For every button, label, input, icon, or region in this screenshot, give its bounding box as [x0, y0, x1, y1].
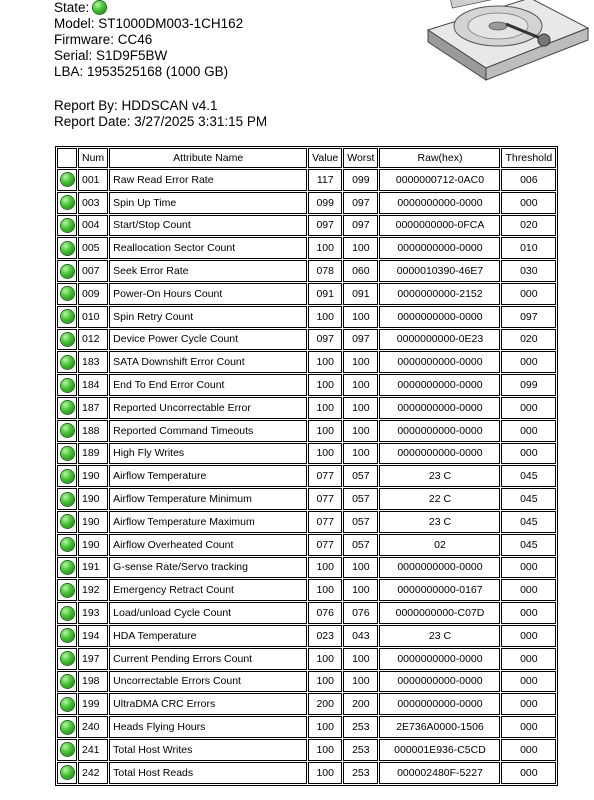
attr-threshold: 010	[501, 237, 556, 259]
green-circle-icon	[61, 584, 74, 597]
attr-raw: 02	[379, 534, 500, 556]
lba-line: LBA: 1953525168 (1000 GB)	[54, 64, 229, 79]
attr-raw: 0000000712-0AC0	[379, 169, 500, 191]
attr-name: Heads Flying Hours	[109, 716, 307, 738]
attr-raw: 23 C	[379, 625, 500, 647]
attr-name: Load/unload Cycle Count	[109, 602, 307, 624]
table-row	[57, 762, 556, 784]
attr-value: 100	[308, 306, 342, 328]
green-circle-icon	[61, 310, 74, 323]
drive-info	[54, 0, 243, 80]
state-line	[54, 0, 243, 16]
status-cell	[57, 169, 77, 191]
green-circle-icon	[61, 242, 74, 255]
attr-num: 197	[78, 648, 108, 670]
attr-value: 076	[308, 602, 342, 624]
attr-raw: 000002480F-5227	[379, 762, 500, 784]
attr-worst: 060	[343, 260, 378, 282]
table-row	[57, 260, 556, 282]
attr-num: 190	[78, 465, 108, 487]
table-row	[57, 329, 556, 351]
attr-worst: 100	[343, 374, 378, 396]
green-circle-icon	[61, 515, 74, 528]
attr-worst: 043	[343, 625, 378, 647]
attr-name: Seek Error Rate	[109, 260, 307, 282]
green-circle-icon	[61, 675, 74, 688]
attr-name: Total Host Reads	[109, 762, 307, 784]
table-row	[57, 511, 556, 533]
attr-value: 077	[308, 465, 342, 487]
table-row	[57, 579, 556, 601]
attr-threshold: 000	[501, 397, 556, 419]
attr-num: 005	[78, 237, 108, 259]
attr-name: Airflow Temperature Minimum	[109, 488, 307, 510]
attr-worst: 057	[343, 511, 378, 533]
attr-worst: 097	[343, 192, 378, 214]
table-row	[57, 739, 556, 761]
attr-threshold: 000	[501, 192, 556, 214]
table-row	[57, 488, 556, 510]
status-cell	[57, 443, 77, 465]
status-cell	[57, 762, 77, 784]
green-circle-icon	[61, 561, 74, 574]
attr-name: HDA Temperature	[109, 625, 307, 647]
attr-num: 240	[78, 716, 108, 738]
status-cell	[57, 488, 77, 510]
attr-value: 100	[308, 351, 342, 373]
attr-value: 077	[308, 534, 342, 556]
attr-value: 078	[308, 260, 342, 282]
attr-name: Spin Up Time	[109, 192, 307, 214]
attr-worst: 100	[343, 443, 378, 465]
status-cell	[57, 397, 77, 419]
report-date: Report Date: 3/27/2025 3:31:15 PM	[54, 114, 268, 129]
attr-threshold: 020	[501, 215, 556, 237]
attr-threshold: 000	[501, 625, 556, 647]
status-cell	[57, 693, 77, 715]
attr-threshold: 000	[501, 351, 556, 373]
report-info	[54, 98, 267, 130]
attr-num: 001	[78, 169, 108, 191]
status-cell	[57, 716, 77, 738]
hard-drive-icon	[428, 0, 588, 80]
table-row	[57, 351, 556, 373]
status-cell	[57, 374, 77, 396]
status-cell	[57, 557, 77, 579]
attr-num: 192	[78, 579, 108, 601]
attr-num: 009	[78, 283, 108, 305]
attr-threshold: 099	[501, 374, 556, 396]
attr-value: 100	[308, 739, 342, 761]
attr-threshold: 020	[501, 329, 556, 351]
attr-value: 200	[308, 693, 342, 715]
header-raw: Raw(hex)	[379, 148, 500, 168]
green-circle-icon	[61, 401, 74, 414]
status-cell	[57, 534, 77, 556]
attr-worst: 100	[343, 648, 378, 670]
green-circle-icon	[61, 629, 74, 642]
smart-attributes-table	[55, 146, 558, 786]
attr-num: 184	[78, 374, 108, 396]
green-circle-icon	[61, 721, 74, 734]
attr-name: Spin Retry Count	[109, 306, 307, 328]
attr-raw: 0000000000-0000	[379, 693, 500, 715]
attr-name: Reported Uncorrectable Error	[109, 397, 307, 419]
status-cell	[57, 648, 77, 670]
attr-name: G-sense Rate/Servo tracking	[109, 557, 307, 579]
attr-threshold: 000	[501, 420, 556, 442]
green-circle-icon	[61, 493, 74, 506]
status-cell	[57, 215, 77, 237]
table-row	[57, 534, 556, 556]
attr-num: 241	[78, 739, 108, 761]
attr-num: 189	[78, 443, 108, 465]
attr-raw: 0000000000-0000	[379, 374, 500, 396]
attr-value: 023	[308, 625, 342, 647]
attr-value: 100	[308, 397, 342, 419]
attr-num: 010	[78, 306, 108, 328]
attr-worst: 100	[343, 579, 378, 601]
status-cell	[57, 306, 77, 328]
attr-value: 100	[308, 420, 342, 442]
attr-raw: 0000000000-0E23	[379, 329, 500, 351]
status-cell	[57, 283, 77, 305]
attr-raw: 0000010390-46E7	[379, 260, 500, 282]
status-cell	[57, 260, 77, 282]
green-circle-icon	[61, 333, 74, 346]
attr-name: Reported Command Timeouts	[109, 420, 307, 442]
attr-worst: 057	[343, 534, 378, 556]
attr-raw: 0000000000-0000	[379, 192, 500, 214]
green-circle-icon	[61, 173, 74, 186]
attr-threshold: 000	[501, 671, 556, 693]
green-circle-icon	[61, 652, 74, 665]
attr-value: 100	[308, 648, 342, 670]
green-circle-icon	[61, 356, 74, 369]
attr-threshold: 045	[501, 511, 556, 533]
table-header-row	[57, 148, 556, 168]
attr-num: 198	[78, 671, 108, 693]
green-circle-icon	[61, 470, 74, 483]
attr-threshold: 000	[501, 762, 556, 784]
attr-name: Current Pending Errors Count	[109, 648, 307, 670]
attr-worst: 100	[343, 671, 378, 693]
attr-worst: 253	[343, 739, 378, 761]
attr-value: 097	[308, 215, 342, 237]
attr-name: Start/Stop Count	[109, 215, 307, 237]
status-cell	[57, 579, 77, 601]
attr-num: 183	[78, 351, 108, 373]
attr-raw: 0000000000-C07D	[379, 602, 500, 624]
attr-name: End To End Error Count	[109, 374, 307, 396]
attr-name: Device Power Cycle Count	[109, 329, 307, 351]
attr-num: 003	[78, 192, 108, 214]
attr-raw: 000001E936-C5CD	[379, 739, 500, 761]
attr-name: Reallocation Sector Count	[109, 237, 307, 259]
attr-name: Raw Read Error Rate	[109, 169, 307, 191]
green-circle-icon	[61, 447, 74, 460]
attr-num: 004	[78, 215, 108, 237]
attr-num: 190	[78, 511, 108, 533]
attr-name: Uncorrectable Errors Count	[109, 671, 307, 693]
status-cell	[57, 739, 77, 761]
attr-raw: 23 C	[379, 465, 500, 487]
attr-threshold: 030	[501, 260, 556, 282]
green-circle-icon	[61, 766, 74, 779]
attr-worst: 097	[343, 329, 378, 351]
attr-worst: 100	[343, 237, 378, 259]
attr-worst: 100	[343, 557, 378, 579]
attr-value: 077	[308, 511, 342, 533]
attr-name: Total Host Writes	[109, 739, 307, 761]
status-cell	[57, 192, 77, 214]
status-cell	[57, 602, 77, 624]
header-threshold: Threshold	[501, 148, 556, 168]
green-circle-icon	[61, 424, 74, 437]
green-circle-icon	[61, 743, 74, 756]
green-circle-icon	[61, 265, 74, 278]
header-num: Num	[78, 148, 108, 168]
attr-threshold: 045	[501, 465, 556, 487]
attr-threshold: 006	[501, 169, 556, 191]
attr-raw: 0000000000-0000	[379, 443, 500, 465]
attr-raw: 0000000000-0000	[379, 671, 500, 693]
attr-num: 242	[78, 762, 108, 784]
green-circle-icon	[61, 698, 74, 711]
table-row	[57, 192, 556, 214]
status-cell	[57, 671, 77, 693]
attr-value: 100	[308, 762, 342, 784]
green-circle-icon	[61, 287, 74, 300]
attr-raw: 0000000000-0000	[379, 351, 500, 373]
header-attribute-name: Attribute Name	[109, 148, 307, 168]
smart-table-container	[55, 146, 558, 786]
attr-value: 099	[308, 192, 342, 214]
attr-raw: 0000000000-0000	[379, 237, 500, 259]
attr-value: 100	[308, 557, 342, 579]
attr-threshold: 000	[501, 716, 556, 738]
attr-num: 199	[78, 693, 108, 715]
status-cell	[57, 329, 77, 351]
table-row	[57, 237, 556, 259]
attr-raw: 0000000000-0000	[379, 397, 500, 419]
attr-raw: 22 C	[379, 488, 500, 510]
attr-num: 012	[78, 329, 108, 351]
table-row	[57, 215, 556, 237]
green-circle-icon	[61, 219, 74, 232]
green-circle-icon	[61, 607, 74, 620]
table-row	[57, 306, 556, 328]
attr-num: 190	[78, 534, 108, 556]
attr-num: 007	[78, 260, 108, 282]
table-row	[57, 557, 556, 579]
header-value: Value	[308, 148, 342, 168]
attr-num: 187	[78, 397, 108, 419]
attr-raw: 0000000000-0167	[379, 579, 500, 601]
serial-line: Serial: S1D9F5BW	[54, 48, 168, 63]
attr-threshold: 000	[501, 602, 556, 624]
attr-raw: 0000000000-0000	[379, 648, 500, 670]
report-by: Report By: HDDSCAN v4.1	[54, 98, 218, 113]
table-row	[57, 465, 556, 487]
attr-raw: 0000000000-0000	[379, 306, 500, 328]
attr-worst: 253	[343, 716, 378, 738]
attr-raw: 2E736A0000-1506	[379, 716, 500, 738]
attr-num: 188	[78, 420, 108, 442]
table-row	[57, 648, 556, 670]
attr-worst: 057	[343, 465, 378, 487]
header-worst: Worst	[343, 148, 378, 168]
attr-num: 191	[78, 557, 108, 579]
attr-threshold: 097	[501, 306, 556, 328]
attr-name: Airflow Temperature	[109, 465, 307, 487]
attr-value: 117	[308, 169, 342, 191]
table-row	[57, 625, 556, 647]
attr-name: Emergency Retract Count	[109, 579, 307, 601]
table-row	[57, 283, 556, 305]
attr-threshold: 000	[501, 283, 556, 305]
table-row	[57, 420, 556, 442]
state-label: State:	[54, 0, 90, 15]
status-cell	[57, 420, 77, 442]
attr-value: 091	[308, 283, 342, 305]
attr-value: 100	[308, 671, 342, 693]
attr-raw: 0000000000-0000	[379, 557, 500, 579]
attr-name: UltraDMA CRC Errors	[109, 693, 307, 715]
table-row	[57, 602, 556, 624]
status-cell	[57, 511, 77, 533]
attr-value: 100	[308, 716, 342, 738]
status-cell	[57, 625, 77, 647]
attr-worst: 200	[343, 693, 378, 715]
attr-num: 193	[78, 602, 108, 624]
attr-name: Power-On Hours Count	[109, 283, 307, 305]
attr-name: High Fly Writes	[109, 443, 307, 465]
attr-worst: 099	[343, 169, 378, 191]
status-cell	[57, 465, 77, 487]
attr-threshold: 000	[501, 557, 556, 579]
attr-raw: 23 C	[379, 511, 500, 533]
table-row	[57, 397, 556, 419]
attr-threshold: 045	[501, 534, 556, 556]
table-row	[57, 671, 556, 693]
green-circle-icon	[61, 196, 74, 209]
attr-value: 077	[308, 488, 342, 510]
attr-raw: 0000000000-0FCA	[379, 215, 500, 237]
attr-worst: 076	[343, 602, 378, 624]
attr-worst: 100	[343, 351, 378, 373]
attr-threshold: 000	[501, 693, 556, 715]
table-row	[57, 716, 556, 738]
attr-threshold: 000	[501, 579, 556, 601]
attr-threshold: 000	[501, 739, 556, 761]
attr-num: 190	[78, 488, 108, 510]
attr-worst: 253	[343, 762, 378, 784]
attr-threshold: 000	[501, 648, 556, 670]
hard-drive-image	[420, 0, 590, 86]
model-line: Model: ST1000DM003-1CH162	[54, 16, 244, 31]
attr-raw: 0000000000-0000	[379, 420, 500, 442]
green-circle-icon	[61, 538, 74, 551]
attr-raw: 0000000000-2152	[379, 283, 500, 305]
table-row	[57, 169, 556, 191]
green-circle-icon	[61, 379, 74, 392]
attr-value: 100	[308, 374, 342, 396]
table-row	[57, 443, 556, 465]
attr-worst: 100	[343, 397, 378, 419]
attr-name: SATA Downshift Error Count	[109, 351, 307, 373]
attr-worst: 091	[343, 283, 378, 305]
attr-worst: 097	[343, 215, 378, 237]
attr-value: 097	[308, 329, 342, 351]
attr-name: Airflow Temperature Maximum	[109, 511, 307, 533]
attr-worst: 057	[343, 488, 378, 510]
attr-value: 100	[308, 443, 342, 465]
firmware-line: Firmware: CC46	[54, 32, 153, 47]
attr-value: 100	[308, 579, 342, 601]
status-cell	[57, 351, 77, 373]
attr-num: 194	[78, 625, 108, 647]
attr-threshold: 045	[501, 488, 556, 510]
table-row	[57, 374, 556, 396]
attr-worst: 100	[343, 420, 378, 442]
header-icon-col	[57, 148, 77, 168]
status-cell	[57, 237, 77, 259]
table-row	[57, 693, 556, 715]
attr-threshold: 000	[501, 443, 556, 465]
attr-name: Airflow Overheated Count	[109, 534, 307, 556]
green-circle-icon	[93, 1, 106, 14]
attr-value: 100	[308, 237, 342, 259]
attr-worst: 100	[343, 306, 378, 328]
